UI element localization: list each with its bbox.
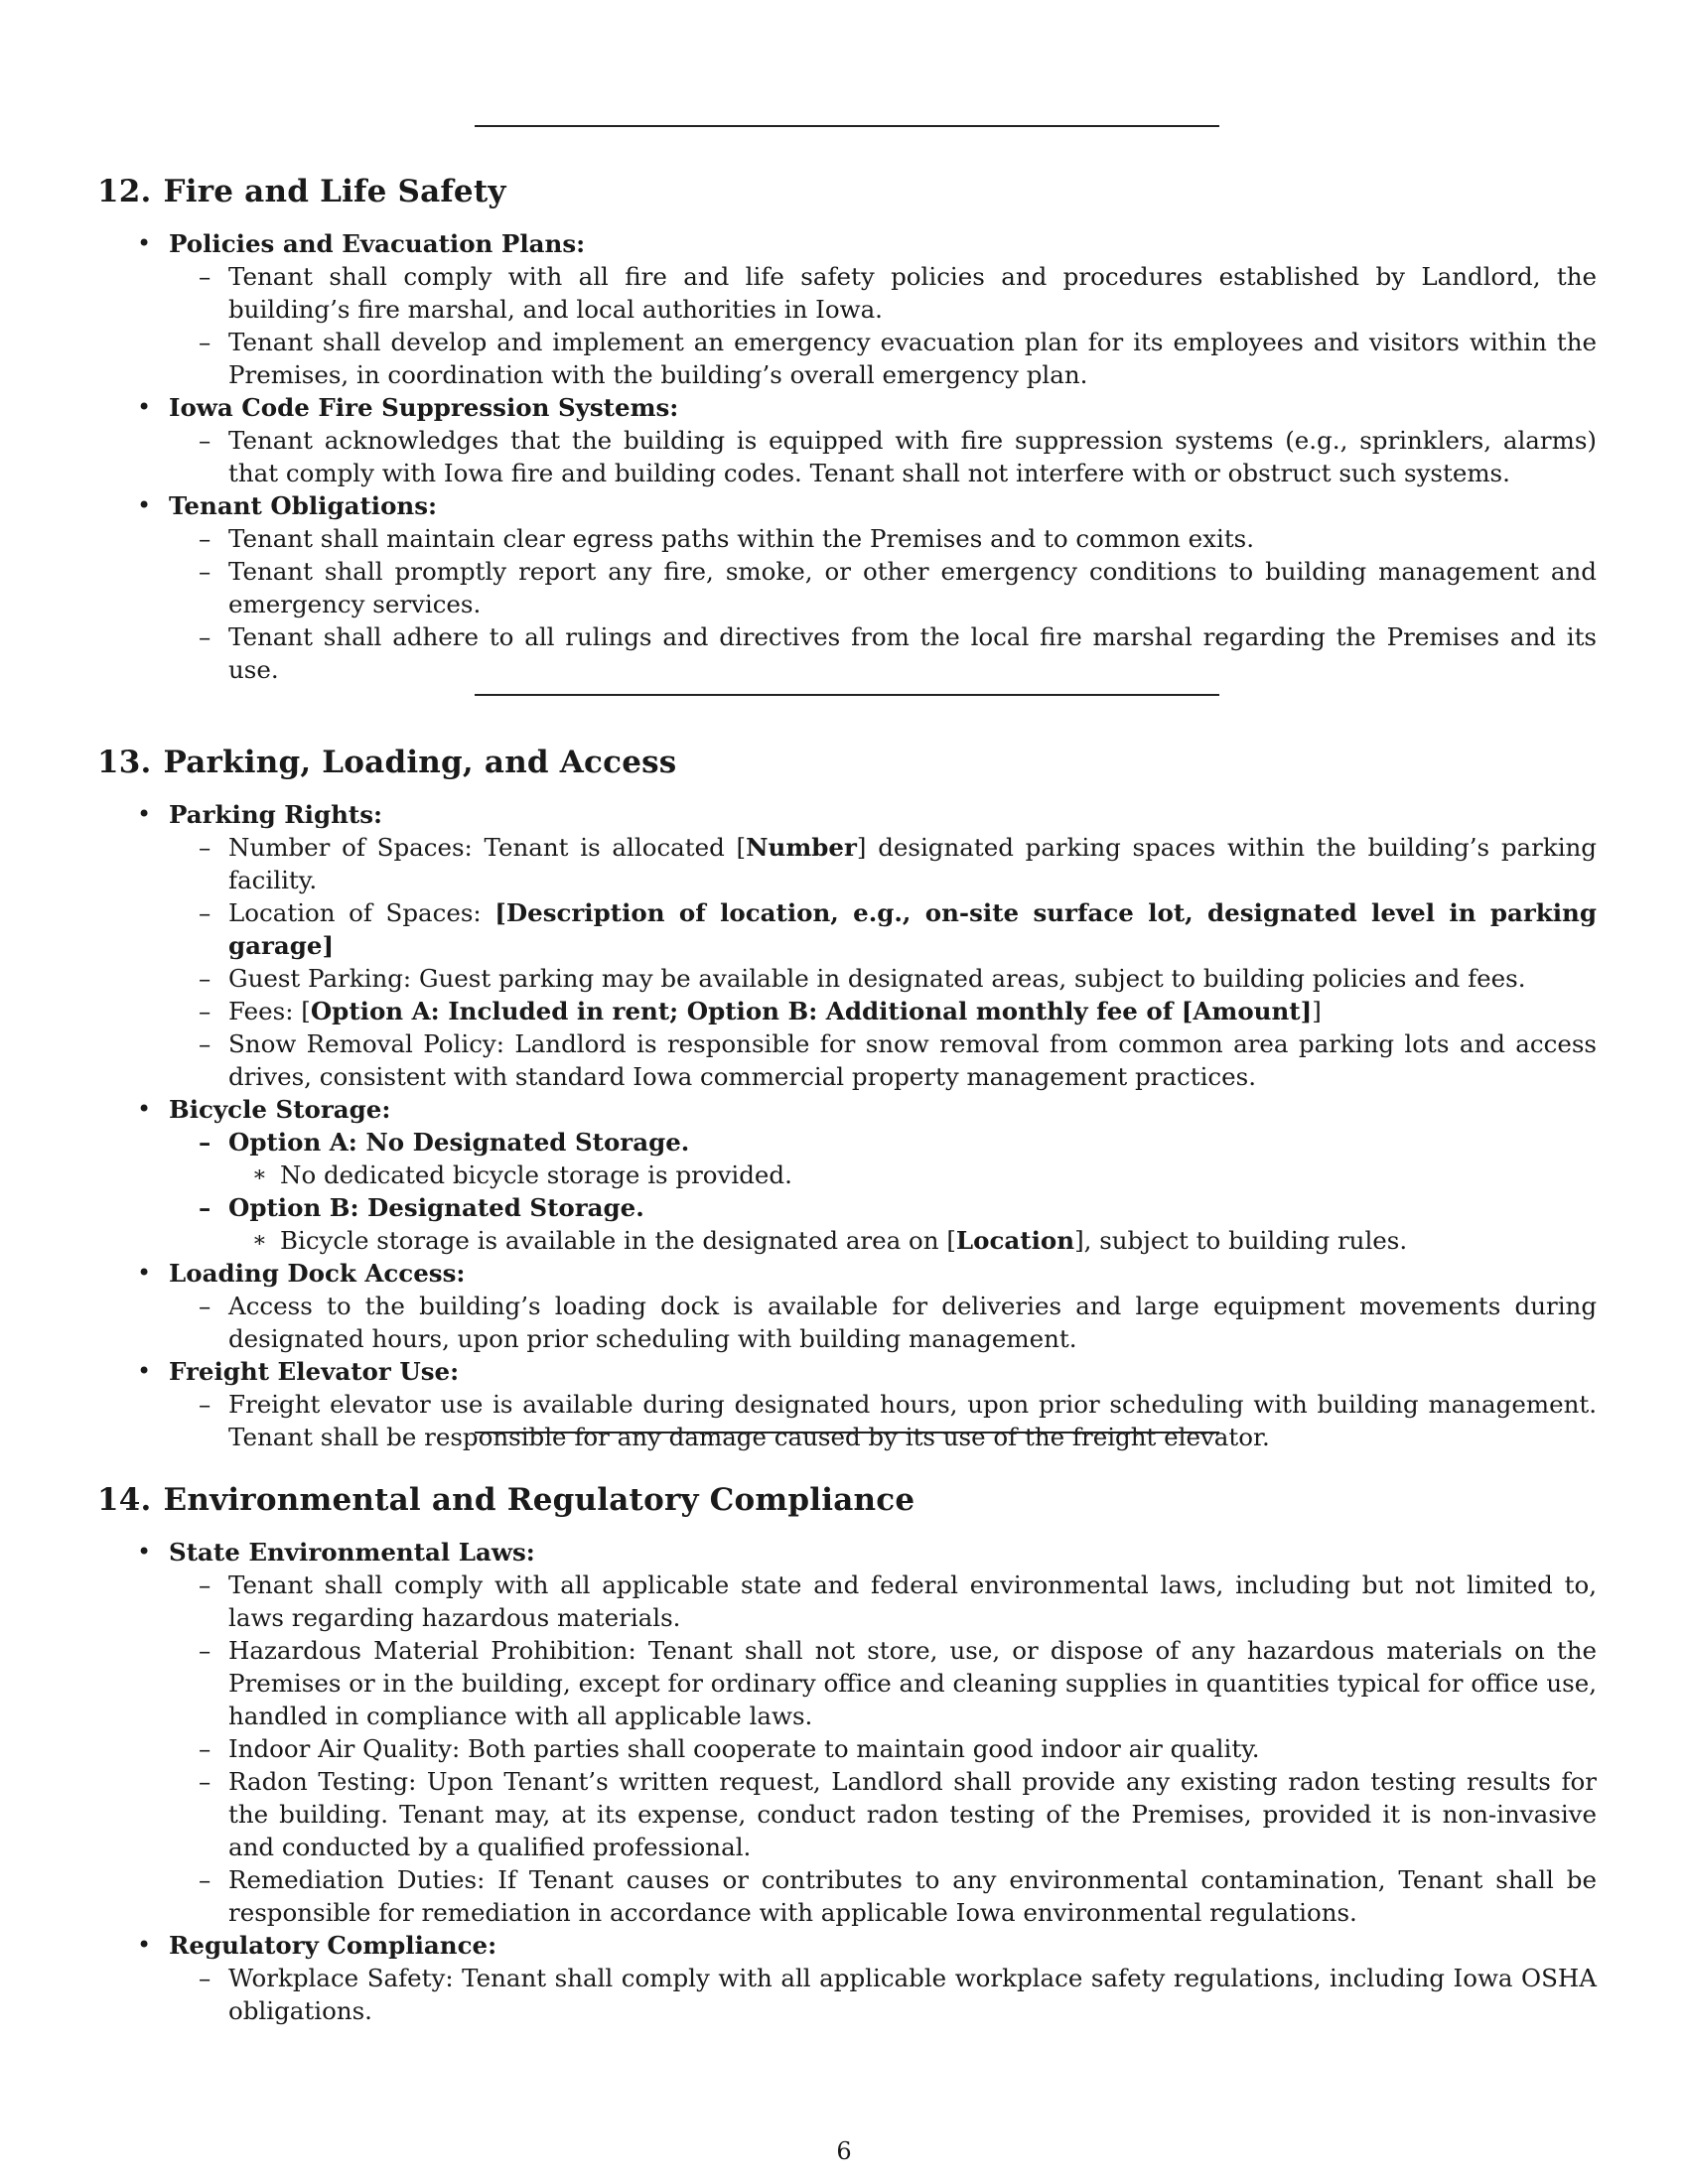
section-heading: 13. Parking, Loading, and Access: [97, 745, 677, 780]
sub-item: – Tenant shall comply with all fire and life safety policies and procedures established by Landlord, the building’s fire marshal, and local authorities in Iowa.: [199, 262, 1597, 324]
section-divider: [475, 694, 1219, 696]
sub-item: – Option B: Designated Storage. ∗ Bicycle storage is available in the designated area on [Location], subject to building rules.: [169, 1191, 1597, 1257]
sub-item: – Radon Testing: Upon Tenant’s written request, Landlord shall provide any existing radon testing results for the building. Tenant may, at its expense, conduct radon testing of the Premises, provided it is non-invasive and conducted by a qualified professional.: [199, 1767, 1597, 1861]
sub-item: – Hazardous Material Prohibition: Tenant shall not store, use, or dispose of any hazardous materials on the Premises or in the building, except for ordinary office and cleaning supplies in quantities typical for office use, handled in compliance with all applicable laws.: [199, 1636, 1597, 1730]
section-heading: 12. Fire and Life Safety: [97, 174, 506, 209]
list-item: • Loading Dock Access: – Access to the building’s loading dock is available for deliveries and large equipment movements during designated hours, upon prior scheduling with building management.: [137, 1259, 1597, 1353]
section-14: [97, 1480, 1597, 2027]
sub-item: – Access to the building’s loading dock is available for deliveries and large equipment movements during designated hours, upon prior scheduling with building management.: [199, 1292, 1597, 1353]
sub-item: – Tenant shall develop and implement an emergency evacuation plan for its employees and visitors within the Premises, in coordination with the building’s overall emergency plan.: [199, 328, 1597, 389]
sub-item: – Remediation Duties: If Tenant causes or contributes to any environmental contamination, Tenant shall be responsible for remediation in accordance with applicable Iowa environmental regulations.: [199, 1865, 1597, 1927]
item-heading: Parking Rights:: [169, 800, 383, 829]
section-heading: 14. Environmental and Regulatory Compliance: [97, 1482, 915, 1518]
item-heading: Tenant Obligations:: [169, 491, 438, 520]
list-item: • Bicycle Storage: – Option A: No Designated Storage. ∗ No dedicated bicycle storage is provided. – Option B: Designated Storage. ∗ Bicycle storage is available in the designated area on [Location], subject to building rules.: [97, 1093, 1597, 1257]
item-heading: Iowa Code Fire Suppression Systems:: [169, 393, 679, 422]
list-item: • Tenant Obligations: – Tenant shall maintain clear egress paths within the Premises and to common exits. – Tenant shall promptly report any fire, smoke, or other emergency conditions to building management and emergency services. – Tenant shall adhere to all rulings and directives from the local fire marshal regarding the Premises and its use.: [137, 491, 1597, 684]
page-number: 6: [836, 2137, 852, 2165]
sub-item: – Location of Spaces: [Description of location, e.g., on-site surface lot, designated level in parking garage]: [199, 898, 1597, 960]
sub-item: – Tenant shall adhere to all rulings and directives from the local fire marshal regarding the Premises and its use.: [199, 622, 1597, 684]
list-item: • Iowa Code Fire Suppression Systems: – Tenant acknowledges that the building is equipped with fire suppression systems (e.g., sprinklers, alarms) that comply with Iowa fire and building codes. Tenant shall not interfere with or obstruct such systems.: [137, 393, 1597, 487]
sub-item: – Freight elevator use is available during designated hours, upon prior scheduling with building management. Tenant shall be responsible for any damage caused by its use of the freight elevator.: [199, 1390, 1597, 1451]
sub-sub-item: ∗ Bicycle storage is available in the designated area on [Location], subject to building rules.: [252, 1226, 1408, 1255]
sub-item: – Option A: No Designated Storage. ∗ No dedicated bicycle storage is provided.: [169, 1126, 1597, 1191]
list-item: • Regulatory Compliance: – Workplace Safety: Tenant shall comply with all applicable workplace safety regulations, including Iowa OSHA obligations.: [137, 1931, 1597, 2025]
sub-item: – Workplace Safety: Tenant shall comply with all applicable workplace safety regulations, including Iowa OSHA obligations.: [199, 1964, 1597, 2025]
sub-item: – Tenant shall promptly report any fire, smoke, or other emergency conditions to building management and emergency services.: [199, 557, 1597, 618]
list-item: • Policies and Evacuation Plans: – Tenant shall comply with all fire and life safety policies and procedures established by Landlord, the building’s fire marshal, and local authorities in Iowa. – Tenant shall develop and implement an emergency evacuation plan for its employees and visitors within the Premises, in coordination with the building’s overall emergency plan.: [137, 229, 1597, 389]
list-item: • State Environmental Laws: – Tenant shall comply with all applicable state and federal environmental laws, including but not limited to, laws regarding hazardous materials. – Hazardous Material Prohibition: Tenant shall not store, use, or dispose of any hazardous materials on the Premises or in the building, except for ordinary office and cleaning supplies in quantities typical for office use, handled in compliance with all applicable laws. – Indoor Air Quality: Both parties shall cooperate to maintain good indoor air quality. – Radon Testing: Upon Tenant’s written request, Landlord shall provide any existing radon testing results for the building. Tenant may, at its expense, conduct radon testing of the Premises, provided it is non-invasive and conducted by a qualified professional. – Remediation Duties: If Tenant causes or contributes to any environmental contamination, Tenant shall be responsible for remediation in accordance with applicable Iowa environmental regulations.: [137, 1538, 1597, 1927]
section-divider: [475, 125, 1219, 127]
item-heading: Policies and Evacuation Plans:: [169, 229, 586, 258]
list-item: • Freight Elevator Use: – Freight elevator use is available during designated hours, upon prior scheduling with building management. Tenant shall be responsible for any damage caused by its use of the freight elevator.: [137, 1357, 1597, 1451]
section-13: [97, 743, 1597, 1453]
item-heading: Regulatory Compliance:: [169, 1931, 497, 1960]
sub-item: – Tenant acknowledges that the building is equipped with fire suppression systems (e.g., sprinklers, alarms) that comply with Iowa fire and building codes. Tenant shall not interfere with or obstruct such systems.: [199, 426, 1597, 487]
item-heading: Bicycle Storage:: [169, 1095, 391, 1124]
sub-item: – Tenant shall comply with all applicable state and federal environmental laws, including but not limited to, laws regarding hazardous materials.: [199, 1570, 1597, 1632]
item-heading: Freight Elevator Use:: [169, 1357, 460, 1386]
sub-sub-item: ∗ No dedicated bicycle storage is provided.: [252, 1160, 792, 1189]
sub-item: – Indoor Air Quality: Both parties shall cooperate to maintain good indoor air quality.: [199, 1734, 1260, 1763]
sub-item: – Fees: [Option A: Included in rent; Option B: Additional monthly fee of [Amount]]: [199, 997, 1322, 1025]
sub-item: – Tenant shall maintain clear egress paths within the Premises and to common exits.: [199, 524, 1255, 553]
sub-item: – Snow Removal Policy: Landlord is responsible for snow removal from common area parking lots and access drives, consistent with standard Iowa commercial property management practices.: [199, 1029, 1597, 1091]
item-heading: State Environmental Laws:: [169, 1538, 535, 1567]
list-item: • Parking Rights: – Number of Spaces: Tenant is allocated [Number] designated parking spaces within the building’s parking facility. – Location of Spaces: [Description of location, e.g., on-site surface lot, designated level in parking garage] – Guest Parking: Guest parking may be available in designated areas, subject to building policies and fees. – Fees: [Option A: Included in rent; Option B: Additional monthly fee of [Amount]] – Snow Removal Policy: Landlord is responsible for snow removal from common area parking lots and access drives, consistent with standard Iowa commercial property management practices.: [137, 800, 1597, 1091]
section-divider: [475, 1432, 1219, 1433]
item-heading: Loading Dock Access:: [169, 1259, 466, 1288]
sub-item: – Guest Parking: Guest parking may be available in designated areas, subject to building policies and fees.: [199, 964, 1526, 993]
section-12: [97, 172, 1597, 686]
sub-item: – Number of Spaces: Tenant is allocated [Number] designated parking spaces within the building’s parking facility.: [199, 833, 1597, 894]
